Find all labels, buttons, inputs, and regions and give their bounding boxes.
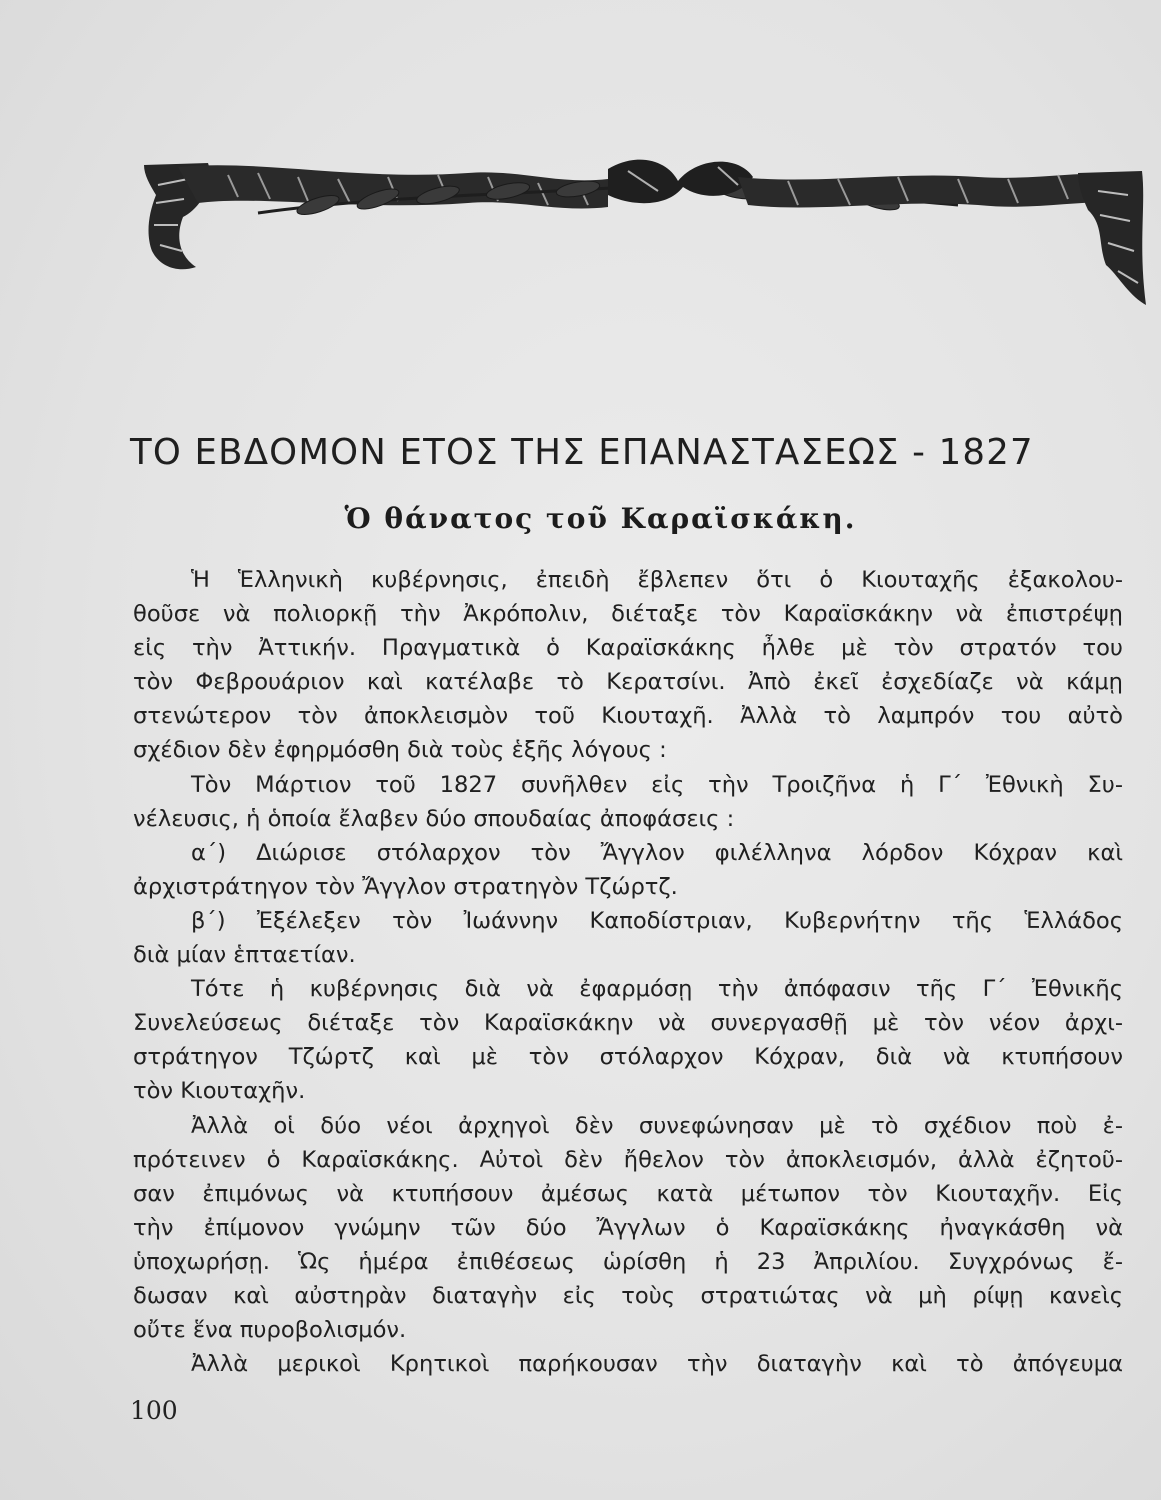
text-line: δωσαν καὶ αὐστηρὰν διαταγὴν εἰς τοὺς στρατιώτας νὰ μὴ ρίψῃ κανεὶς bbox=[133, 1282, 1123, 1309]
text-line: Ἀλλὰ οἱ δύο νέοι ἀρχηγοὶ δὲν συνεφώνησαν μὲ τὸ σχέδιον ποὺ ἐ- bbox=[191, 1112, 1123, 1139]
text-line: σαν ἐπιμόνως νὰ κτυπήσουν ἀμέσως κατὰ μέτωπον τὸν Κιουταχῆν. Εἰς bbox=[133, 1180, 1123, 1207]
text-line: τὸν Φεβρουάριον καὶ κατέλαβε τὸ Κερατσίνι. Ἀπὸ ἐκεῖ ἐσχεδίαζε νὰ κάμῃ bbox=[133, 669, 1123, 696]
text-line: πρότεινεν ὁ Καραϊσκάκης. Αὐτοὶ δὲν ἤθελον τὸν ἀποκλεισμόν, ἀλλὰ ἐζητοῦ- bbox=[133, 1146, 1123, 1173]
text-line: ὑποχωρήσῃ. Ὡς ἡμέρα ἐπιθέσεως ὡρίσθη ἡ 23 Ἀπριλίου. Συγχρόνως ἔ- bbox=[133, 1248, 1123, 1275]
ornament-right-ribbon bbox=[1078, 171, 1146, 305]
text-line: διὰ μίαν ἑπταετίαν. bbox=[133, 942, 356, 969]
text-line: οὔτε ἕνα πυροβολισμόν. bbox=[133, 1317, 407, 1344]
text-line: θοῦσε νὰ πολιορκῇ τὴν Ἀκρόπολιν, διέταξε τὸν Καραϊσκάκην νὰ ἐπιστρέψῃ bbox=[133, 601, 1123, 628]
text-line: εἰς τὴν Ἀττικήν. Πραγματικὰ ὁ Καραϊσκάκης ἦλθε μὲ τὸν στρατόν του bbox=[133, 635, 1123, 662]
text-line: Τὸν Μάρτιον τοῦ 1827 συνῆλθεν εἰς τὴν Τροιζῆνα ἡ Γ΄ Ἐθνικὴ Συ- bbox=[191, 771, 1123, 798]
text-line: Τότε ἡ κυβέρνησις διὰ νὰ ἐφαρμόσῃ τὴν ἀπόφασιν τῆς Γ΄ Ἐθνικῆς bbox=[191, 976, 1123, 1003]
text-line: β΄) Ἐξέλεξεν τὸν Ἰωάννην Καποδίστριαν, Κυβερνήτην τῆς Ἑλλάδος bbox=[191, 907, 1123, 934]
text-line: τὴν ἐπίμονον γνώμην τῶν δύο Ἄγγλων ὁ Καραϊσκάκης ἠναγκάσθη νὰ bbox=[133, 1214, 1123, 1241]
text-line: σχέδιον δὲν ἐφηρμόσθη διὰ τοὺς ἑξῆς λόγους : bbox=[133, 737, 667, 764]
text-line: νέλευσις, ἡ ὁποία ἔλαβεν δύο σπουδαίας ἀποφάσεις : bbox=[133, 805, 735, 832]
text-line: Συνελεύσεως διέταξε τὸν Καραϊσκάκην νὰ συνεργασθῇ μὲ τὸν νέον ἀρχι- bbox=[133, 1010, 1123, 1037]
text-line: τὸν Κιουταχῆν. bbox=[133, 1078, 306, 1105]
section-subtitle: Ὁ θάνατος τοῦ Καραϊσκάκη. bbox=[344, 502, 857, 535]
text-line: στράτηγον Τζώρτζ καὶ μὲ τὸν στόλαρχον Κόχραν, διὰ νὰ κτυπήσουν bbox=[133, 1044, 1123, 1071]
text-line: Ἡ Ἑλληνικὴ κυβέρνησις, ἐπειδὴ ἔβλεπεν ὅτι ὁ Κιουταχῆς ἐξακολου- bbox=[191, 567, 1123, 593]
chapter-title: ΤΟ ΕΒΔΟΜΟΝ ΕΤΟΣ ΤΗΣ ΕΠΑΝΑΣΤΑΣΕΩΣ - 1827 bbox=[130, 432, 1034, 473]
text-line: στενώτερον τὸν ἀποκλεισμὸν τοῦ Κιουταχῆ. Ἀλλὰ τὸ λαμπρόν του αὐτὸ bbox=[133, 703, 1123, 730]
text-line: Ἀλλὰ μερικοὶ Κρητικοὶ παρήκουσαν τὴν διαταγὴν καὶ τὸ ἀπόγευμα bbox=[191, 1351, 1123, 1378]
text-line: ἀρχιστράτηγον τὸν Ἄγγλον στρατηγὸν Τζώρτζ. bbox=[133, 873, 678, 900]
ribbon-laurel-ornament bbox=[138, 155, 1148, 315]
text-line: α΄) Διώρισε στόλαρχον τὸν Ἄγγλον φιλέλληνα λόρδον Κόχραν καὶ bbox=[191, 839, 1123, 866]
page-number: 100 bbox=[130, 1396, 178, 1425]
body-text bbox=[133, 563, 1123, 1381]
